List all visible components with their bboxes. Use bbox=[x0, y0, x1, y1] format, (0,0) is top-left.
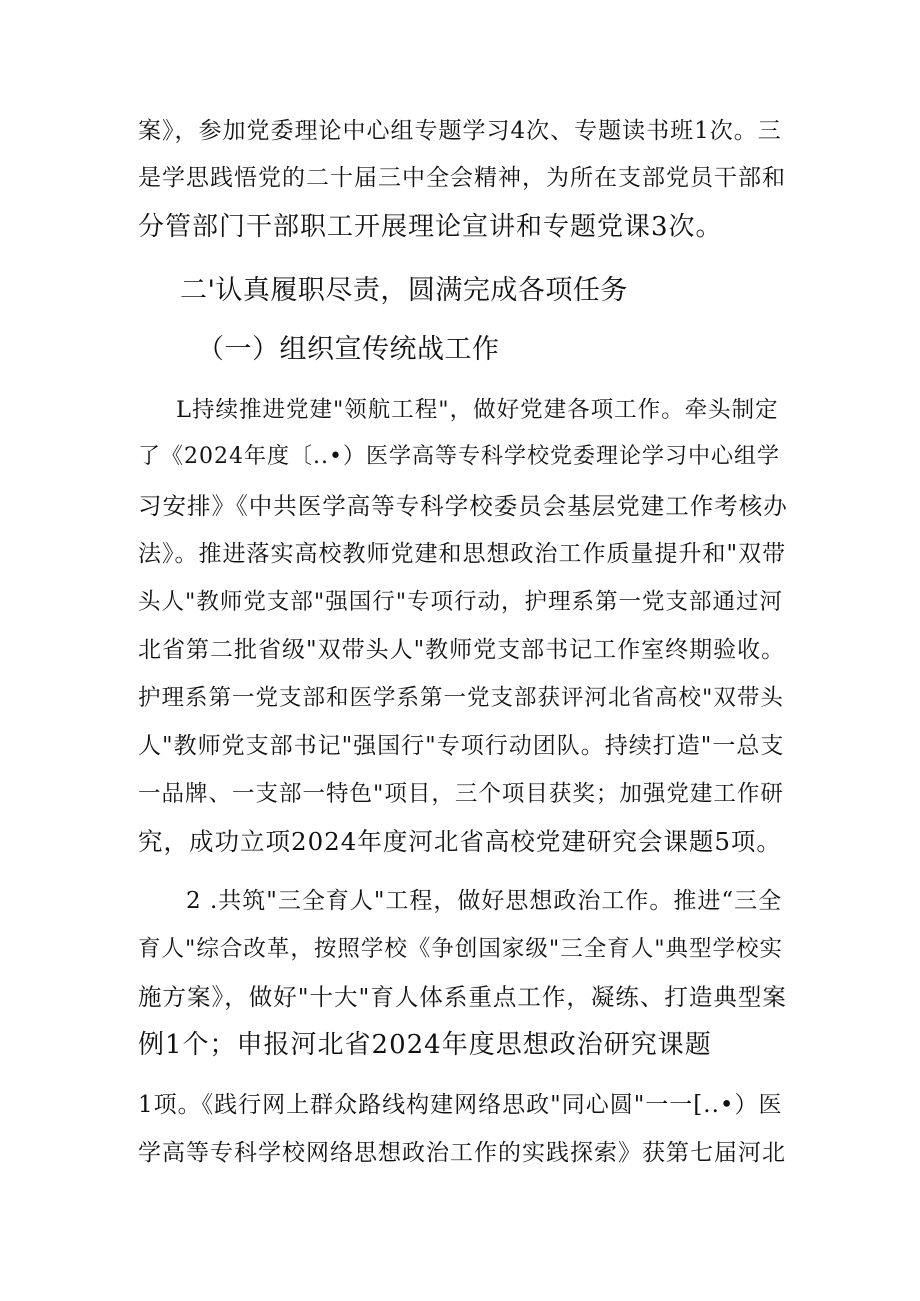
paragraph-2-line-4: 法》。推进落实高校教师党建和思想政治工作质量提升和"双带 bbox=[138, 541, 787, 567]
paragraph-2-line-3: 习安排》《中共医学高等专科学校委员会基层党建工作考核办 bbox=[138, 492, 788, 520]
subsection-heading: （一）组织宣传统战工作 bbox=[197, 334, 500, 365]
paragraph-1-line-1: 案》，参加党委理论中心组专题学习4次、专题读书班1次。三 bbox=[138, 118, 782, 144]
paragraph-1-line-3: 分管部门干部职工开展理论宣讲和专题党课3次。 bbox=[138, 212, 723, 242]
paragraph-2-line-2: 了《2024年度〔..•）医学高等专科学校党委理论学习中心组学 bbox=[138, 444, 780, 469]
paragraph-2-line-6: 北省第二批省级"双带头人"教师党支部书记工作室终期验收。 bbox=[138, 637, 786, 663]
section-heading: 二'认真履职尽责，圆满完成各项任务 bbox=[180, 275, 628, 306]
paragraph-2-line-8: 人"教师党支部书记"强国行"专项行动团队。持续打造"一总支 bbox=[138, 733, 785, 759]
paragraph-2-line-9: 一品牌、一支部一特色"项目，三个项目获奖；加强党建工作研 bbox=[138, 781, 784, 807]
paragraph-3-line-1: 2 .共筑"三全育人"工程，做好思想政治工作。推进“三全 bbox=[186, 888, 783, 914]
paragraph-3-line-4: 例1个；申报河北省2024年度思想政治研究课题 bbox=[138, 1030, 712, 1060]
paragraph-2-line-10: 究，成功立项2024年度河北省高校党建研究会课题5项。 bbox=[138, 827, 782, 856]
paragraph-2-line-1: L持续推进党建"领航工程"，做好党建各项工作。牵头制定 bbox=[176, 397, 779, 423]
paragraph-1-line-2: 是学思践悟党的二十届三中全会精神，为所在支部党员干部和 bbox=[138, 165, 786, 191]
paragraph-2-line-7: 护理系第一党支部和医学系第一党支部获评河北省高校"双带头 bbox=[138, 685, 784, 711]
paragraph-3-line-3: 施方案》，做好"十大"育人体系重点工作，凝练、打造典型案 bbox=[138, 983, 787, 1011]
paragraph-2-line-5: 头人"教师党支部"强国行"专项行动，护理系第一党支部通过河 bbox=[138, 589, 784, 615]
paragraph-3-line-2: 育人"综合改革，按照学校《争创国家级"三全育人"典型学校实 bbox=[138, 936, 784, 962]
paragraph-4-line-2: 学高等专科学校网络思想政治工作的实践探索》获第七届河北 bbox=[138, 1140, 786, 1166]
paragraph-4-line-1: 1项。《践行网上群众路线构建网络思政"同心圆"一一[..•）医 bbox=[138, 1092, 783, 1118]
